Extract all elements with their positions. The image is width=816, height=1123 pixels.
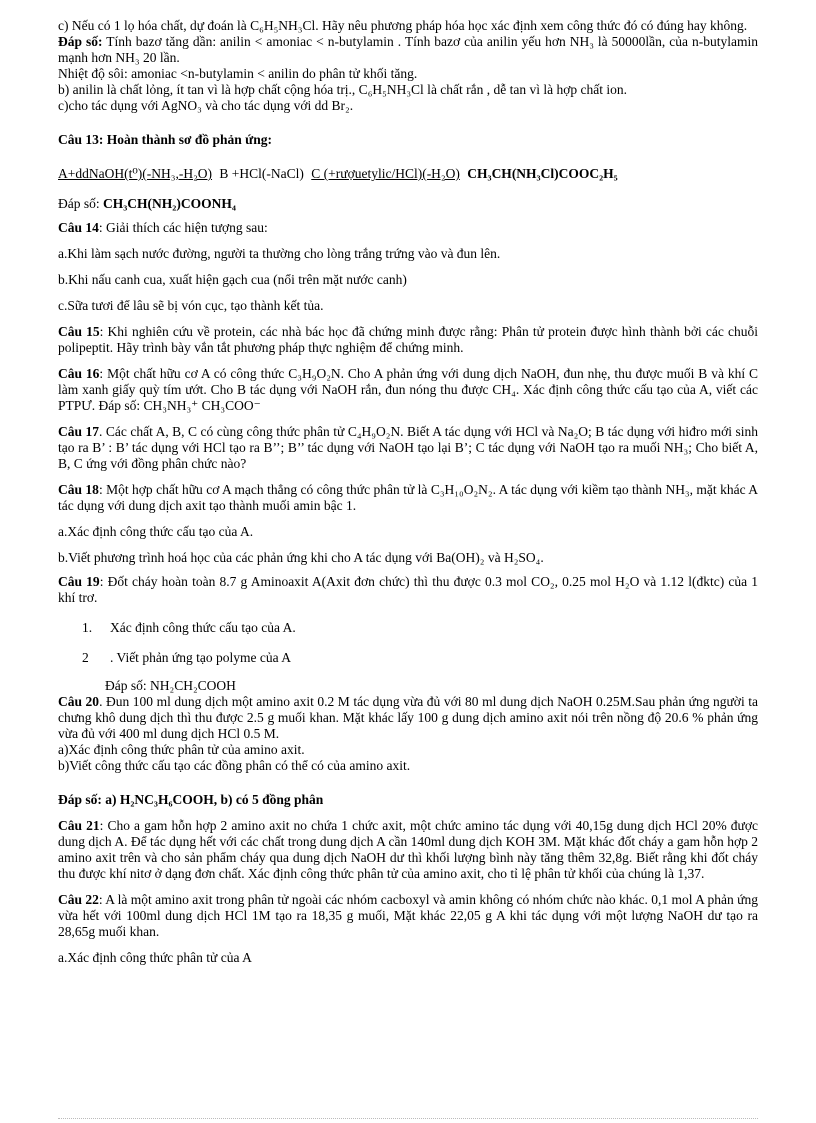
- q18: [58, 482, 758, 514]
- q13-answer: [58, 196, 758, 212]
- q21: [58, 818, 758, 882]
- q13-reaction-scheme: [58, 166, 758, 182]
- q16: [58, 366, 758, 414]
- q15: [58, 324, 758, 356]
- list-text: . Viết phản ứng tạo polyme của A: [110, 650, 291, 665]
- q16-text: : Một chất hữu cơ A có công thức C₃H₉O₂N. Cho A phản ứng với dung dịch NaOH, đun nhẹ, thu được muối B và khí C làm xanh giấy quỳ tím ướt. Cho B tác dụng với NaOH rắn, đun nóng thu được CH₄. Xác định công thức cấu tạo của A, viết các PTPƯ. Đáp số: CH₃NH₃⁺ CH₃COO⁻: [58, 366, 758, 413]
- q16-label: Câu 16: [58, 366, 100, 381]
- scheme-step-3: C (+rượuetylic/HCl)(-H₂O): [311, 166, 460, 181]
- q22-a: a.Xác định công thức phân tử của A: [58, 950, 252, 965]
- q18-a: a.Xác định công thức cấu tạo của A.: [58, 524, 254, 539]
- q15-text: : Khi nghiên cứu về protein, các nhà bác học đã chứng minh được rằng: Phân tử protein được hình thành bởi các chuỗi polipeptit. Hãy trình bày vắn tắt phương pháp thực nghiệm để chứng minh.: [58, 324, 758, 355]
- q22-label: Câu 22: [58, 892, 99, 907]
- q17-label: Câu 17: [58, 424, 99, 439]
- answer-label: Đáp số:: [58, 196, 100, 211]
- q14-text: : Giải thích các hiện tượng sau:: [98, 220, 268, 235]
- q20-text: . Đun 100 ml dung dịch một amino axit 0.2 M tác dụng vừa đủ với 80 ml dung dịch NaOH 0.25M.Sau phản ứng người ta chưng khô dung dịch thì thu được 2.5 g muối khan. Mặt khác lấy 100 g dung dịch amino axit nói trên nồng độ 20.6 % phản ứng vừa đủ với 400 ml dung dịch HCl 0.5 M.: [58, 694, 758, 741]
- answer-label: Đáp số:: [58, 34, 103, 49]
- q19: [58, 574, 758, 606]
- q19-answer: Đáp số: NH₂CH₂COOH: [105, 678, 236, 693]
- q14-a: a.Khi làm sạch nước đường, người ta thường cho lòng trắng trứng vào và đun lên.: [58, 246, 501, 261]
- page-bottom-divider: [58, 1118, 758, 1119]
- document-page: [58, 18, 758, 966]
- intro-c-text: c)cho tác dụng với AgNO₃ và cho tác dụng với dd Br₂.: [58, 98, 354, 113]
- q15-label: Câu 15: [58, 324, 100, 339]
- scheme-step-1: A+ddNaOH(t⁰)(-NH₃,-H₂O): [58, 166, 213, 181]
- q19-label: Câu 19: [58, 574, 100, 589]
- q21-label: Câu 21: [58, 818, 100, 833]
- q20-a: a)Xác định công thức phân tử của amino axit.: [58, 742, 305, 757]
- q18-label: Câu 18: [58, 482, 99, 497]
- q22: [58, 892, 758, 940]
- q19-item-2: [58, 650, 758, 666]
- intro-b-text: b) anilin là chất lỏng, ít tan vì là hợp chất cộng hóa trị., C₆H₅NH₃Cl là chất rắn , dễ tan vì là hợp chất ion.: [58, 82, 628, 97]
- q20-label: Câu 20: [58, 694, 100, 709]
- q18-b: b.Viết phương trình hoá học của các phản ứng khi cho A tác dụng với Ba(OH)₂ và H₂SO₄.: [58, 550, 544, 565]
- q20: [58, 694, 758, 742]
- list-number: 2: [82, 650, 89, 665]
- q17: [58, 424, 758, 472]
- list-text: Xác định công thức cấu tạo của A.: [110, 620, 296, 635]
- q19-item-1: [58, 620, 758, 636]
- q18-text: : Một hợp chất hữu cơ A mạch thẳng có công thức phân tử là C₃H₁₀O₂N₂. A tác dụng với kiềm tạo thành NH₃, mặt khác A tác dụng với dung dịch axit tạo thành muối amin bậc 1.: [58, 482, 758, 513]
- scheme-product: CH₃CH(NH₃Cl)COOC₂H₅: [467, 166, 618, 181]
- intro-answer: [58, 34, 758, 66]
- intro-c-question: c) Nếu có 1 lọ hóa chất, dự đoán là C₆H₅NH₃Cl. Hãy nêu phương pháp hóa học xác định xem công thức đó có đúng hay không.: [58, 18, 748, 33]
- scheme-step-2: B +HCl(-NaCl): [219, 166, 304, 181]
- q14-label: Câu 14: [58, 220, 99, 235]
- q13-title: Câu 13: Hoàn thành sơ đồ phản ứng:: [58, 132, 273, 147]
- answer-formula: CH₃CH(NH₂)COONH₄: [103, 196, 236, 211]
- q21-text: : Cho a gam hỗn hợp 2 amino axit no chứa 1 chức axit, một chức amino tác dụng với 40,15g dung dịch HCl 20% được dung dịch A. Để tác dụng hết với các chất trong dung dịch A cần 140ml dung dịch KOH 3M. Mặt khác đốt cháy a gam hỗn hợp 2 amino axit trên và cho sản phẩm cháy qua dung dịch NaOH dư thì khối lượng bình này tăng thêm 32,8g. Biết rằng khi đốt cháy thu được khí nitơ ở dạng đơn chất. Xác định công thức phân tử của amino axit, cho tỉ lệ phân tử khối của chúng là 1,37.: [58, 818, 758, 881]
- boiling-point-text: Nhiệt độ sôi: amoniac <n-butylamin < anilin do phân tử khối tăng.: [58, 66, 418, 81]
- list-number: 1.: [82, 620, 93, 635]
- q19-text: : Đốt cháy hoàn toàn 8.7 g Aminoaxit A(Axit đơn chức) thì thu được 0.3 mol CO₂, 0.25 mol H₂O và 1.12 l(đktc) của 1 khí trơ.: [58, 574, 759, 605]
- q14-b: b.Khi nấu canh cua, xuất hiện gạch cua (nổi trên mặt nước canh): [58, 272, 407, 287]
- q14-c: c.Sữa tươi để lâu sẽ bị vón cục, tạo thành kết tủa.: [58, 298, 324, 313]
- q20-b: b)Viết công thức cấu tạo các đồng phân có thể có của amino axit.: [58, 758, 411, 773]
- q20-answer: Đáp số: a) H₂NC₃H₆COOH, b) có 5 đồng phân: [58, 792, 324, 807]
- q17-text: . Các chất A, B, C có cùng công thức phân tử C₄H₉O₂N. Biết A tác dụng với HCl và Na₂O; B tác dụng với hiđro mới sinh tạo ra B’ : B’ tác dụng với HCl tạo ra B’’; B’’ tác dụng với NaOH tạo lại B’; C tác dụng với NaOH tạo ra muối NH₃; Cho biết A, B, C ứng với đồng phân chức nào?: [58, 424, 758, 471]
- q22-text: : A là một amino axit trong phân tử ngoài các nhóm cacboxyl và amin không có nhóm chức nào khác. 0,1 mol A phản ứng vừa hết với 100ml dung dịch HCl 1M tạo ra 18,35 g muối, Mặt khác 22,05 g A khi tác dụng với một lượng NaOH dư tạo ra 28,65g muối khan.: [58, 892, 758, 939]
- answer-text: Tính bazơ tăng dần: anilin < amoniac < n-butylamin . Tính bazơ của anilin yếu hơn NH₃ là 50000lần, của n-butylamin mạnh hơn NH₃ 20 lần.: [58, 34, 758, 65]
- q14: [58, 220, 758, 236]
